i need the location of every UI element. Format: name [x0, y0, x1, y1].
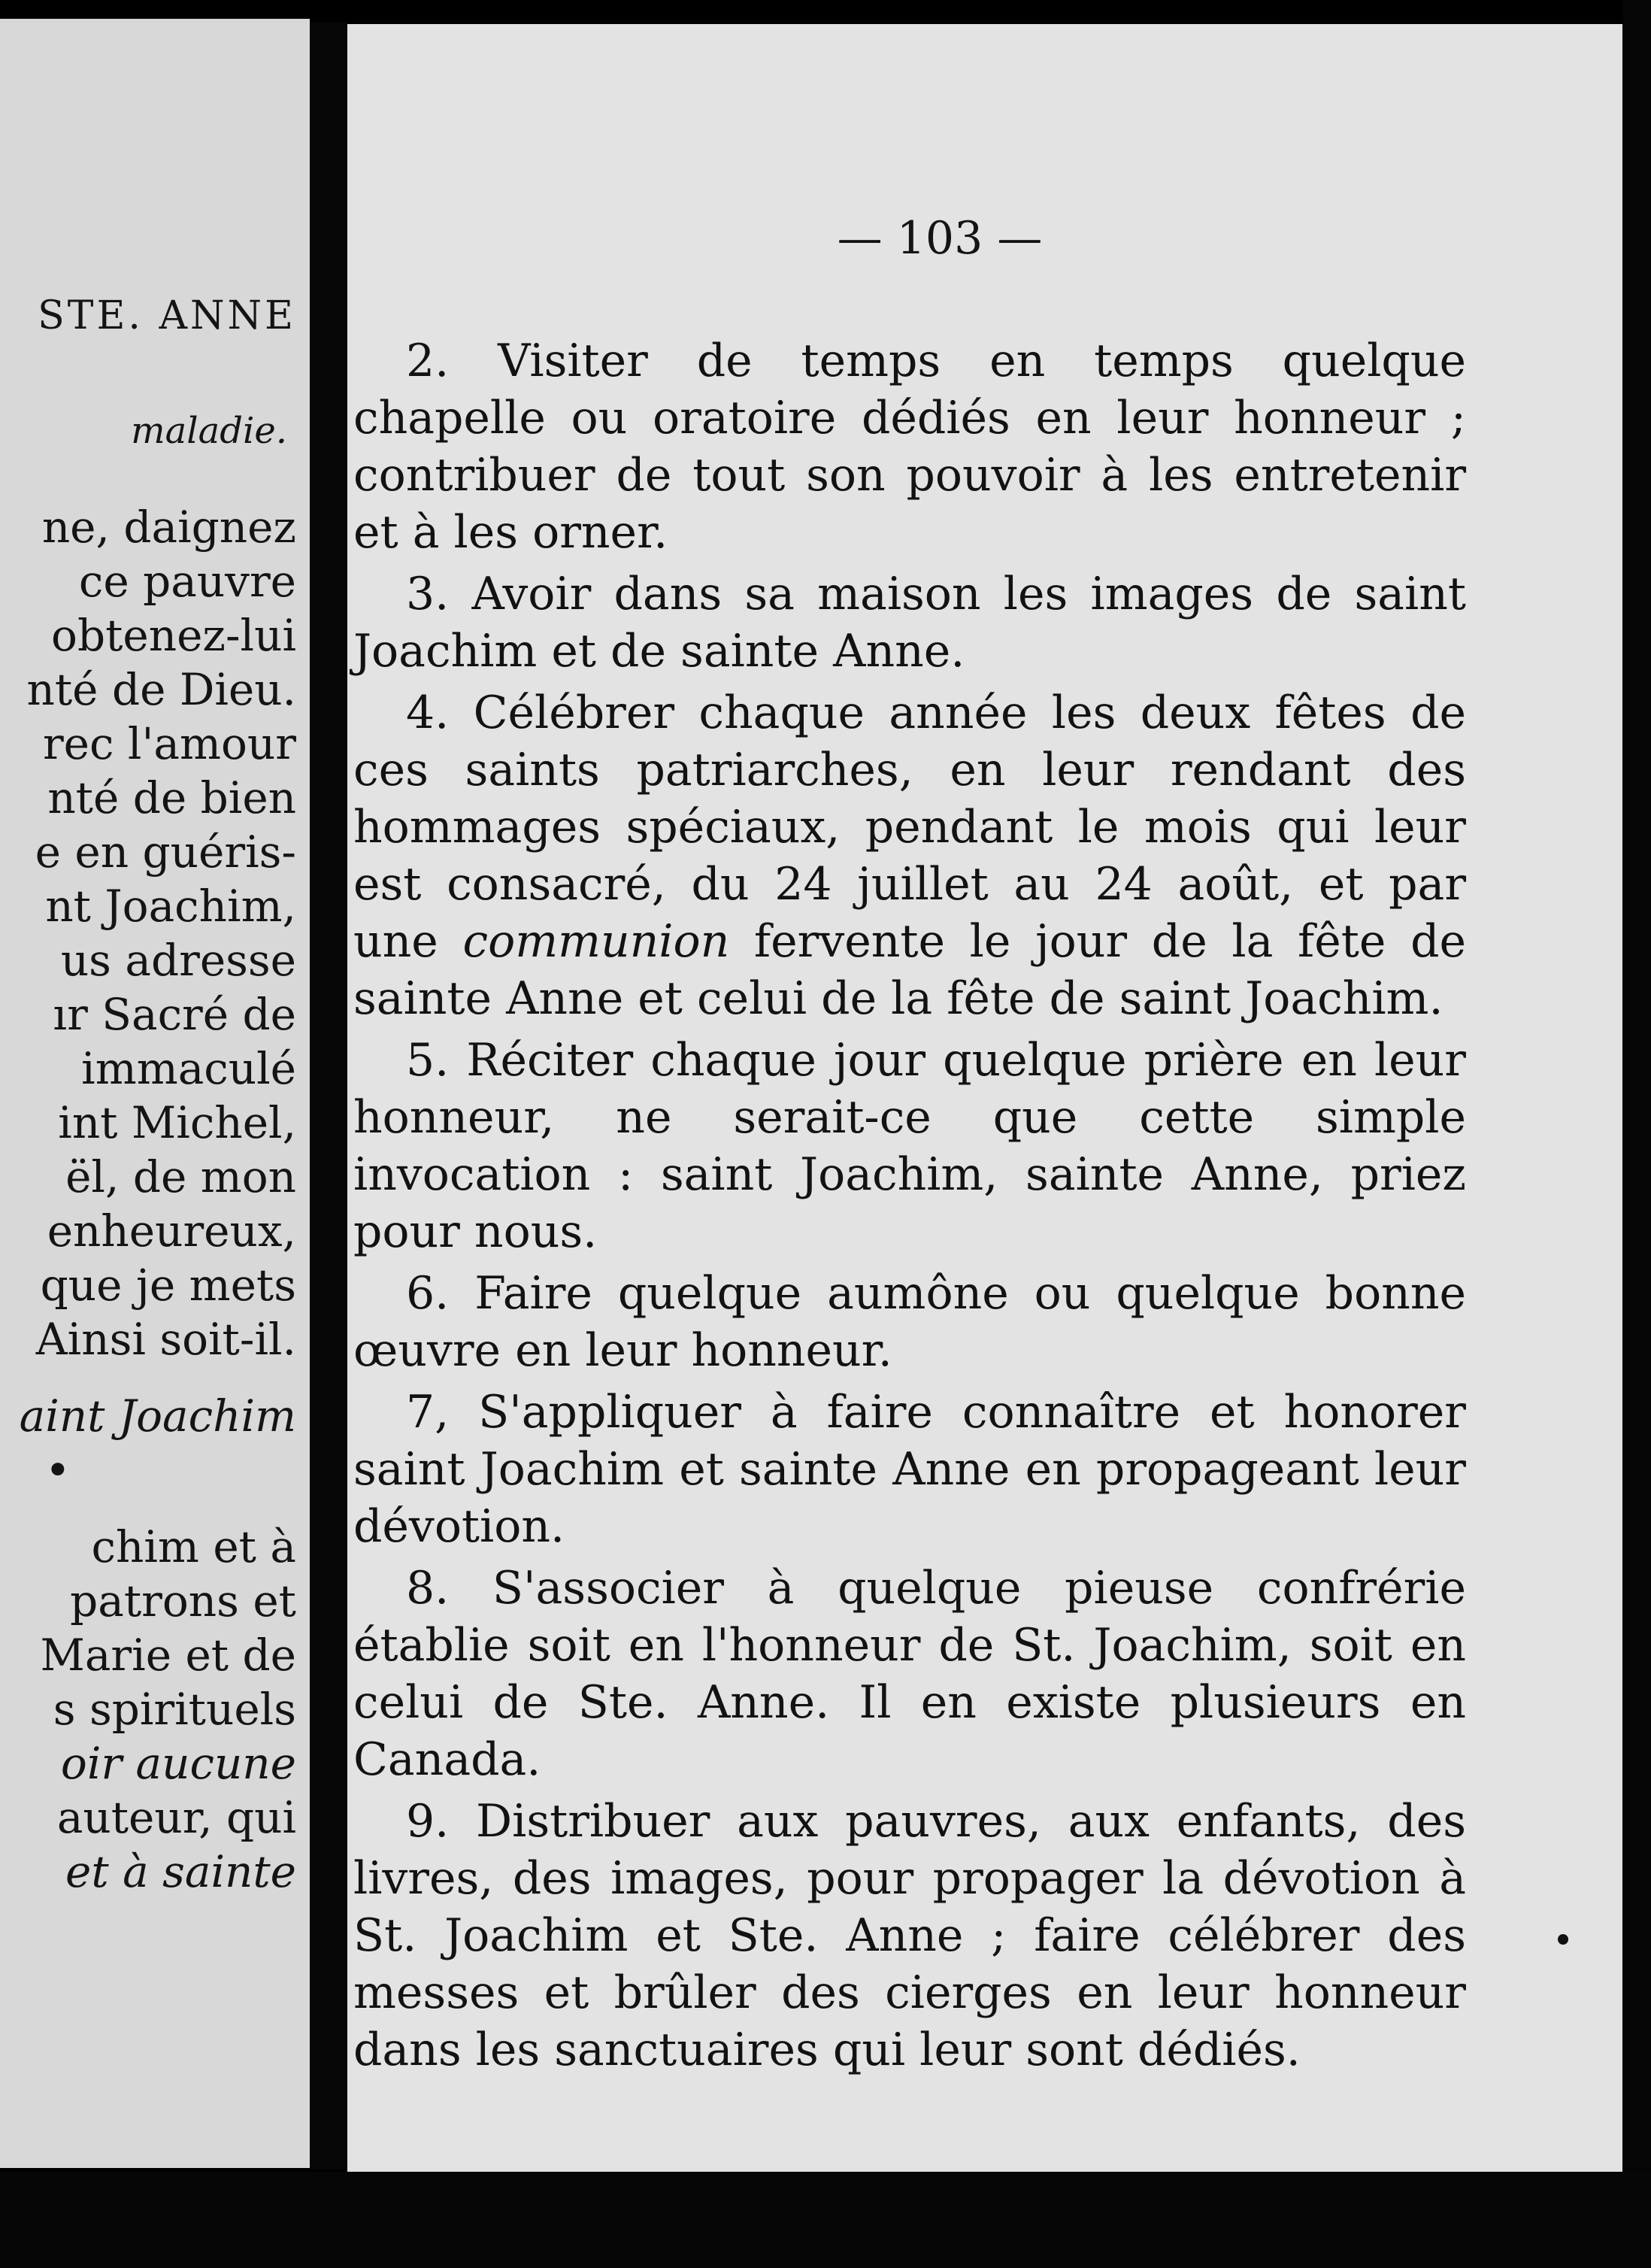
paragraph-text: 4. Célébrer chaque année les deux fêtes de ces saints patriarches, en leur rendant des hommages spéciaux, pendant le mois qui leur est consacré, du 24 juillet au 24 août, et par une	[353, 687, 1466, 968]
left-line: enheureux,	[47, 1205, 296, 1257]
paragraph-item-3: 3. Avoir dans sa maison les images de saint Joachim et de sainte Anne.	[353, 568, 1466, 678]
paragraph-item-8: 8. S'associer à quelque pieuse confrérie établie soit en l'honneur de St. Joachim, soit en celui de Ste. Anne. Il en existe plusieurs en Canada.	[353, 1562, 1466, 1786]
left-line: ce pauvre	[78, 556, 296, 607]
left-line: obtenez-lui	[51, 610, 296, 661]
scan-edge-bottom	[0, 2172, 1651, 2268]
paragraph-text: fervente le jour de la fête de sainte Anne et celui de la fête de saint Joachim.	[353, 915, 1466, 1025]
paragraph-item-5: 5. Réciter chaque jour quelque prière en leur honneur, ne serait-ce que cette simple invocation : saint Joachim, sainte Anne, priez pour nous.	[353, 1034, 1466, 1258]
right-page	[347, 24, 1622, 2173]
left-line: ne, daignez	[41, 502, 296, 553]
left-line: Ainsi soit-il.	[35, 1314, 296, 1365]
left-spacer	[0, 1366, 296, 1389]
left-line: ël, de mon	[65, 1151, 296, 1202]
paragraph-item-9: 9. Distribuer aux pauvres, aux enfants, des livres, des images, pour propager la dévotion à St. Joachim et Ste. Anne ; faire célébrer des messes et brûler des cierges en leur honneur dans les sanctuaires qui leur sont dédiés.	[353, 1795, 1466, 2076]
left-line-text: auteur, qui	[56, 1792, 296, 1843]
left-line: que je mets	[40, 1260, 296, 1311]
paragraph-item-6: 6. Faire quelque aumône ou quelque bonne œuvre en leur honneur.	[353, 1267, 1466, 1377]
left-line: nté de Dieu.	[26, 664, 296, 715]
left-line: chim et à	[91, 1521, 296, 1572]
gutter-rule	[310, 23, 347, 2169]
left-line: Marie et de	[40, 1630, 296, 1681]
left-line: ır Sacré de	[53, 989, 296, 1040]
left-text-block	[0, 500, 296, 1899]
left-line: patrons et	[70, 1575, 296, 1627]
left-line: immaculé	[81, 1043, 296, 1094]
right-text-block	[353, 332, 1466, 2083]
left-line	[0, 1790, 296, 1845]
left-subtitle: maladie.	[131, 410, 287, 452]
left-line: nt Joachim,	[45, 881, 296, 932]
left-line: us adresse	[60, 935, 296, 986]
left-line: int Michel,	[58, 1097, 296, 1148]
left-line: et à sainte	[65, 1846, 296, 1897]
left-page	[0, 19, 310, 2168]
left-line: s spirituels	[53, 1684, 296, 1735]
page-number: — 103 —	[837, 212, 1043, 265]
left-spacer	[0, 1497, 296, 1520]
left-line: nté de bien	[47, 772, 296, 823]
left-line: rec l'amour	[42, 718, 296, 769]
left-line: e en guéris-	[35, 826, 296, 878]
emphasis-communion: communion	[462, 915, 730, 968]
paragraph-item-2: 2. Visiter de temps en temps quelque chapelle ou oratoire dédiés en leur honneur ; contribuer de tout son pouvoir à les entretenir et à les orner.	[353, 335, 1466, 559]
left-running-head: STE. ANNE	[38, 293, 296, 338]
left-bullet: •	[44, 1445, 71, 1496]
paragraph-item-4	[353, 684, 1466, 1027]
scan-edge-right	[1622, 0, 1651, 2268]
paragraph-item-7: 7, S'appliquer à faire connaître et honorer saint Joachim et sainte Anne en propageant leur dévotion.	[353, 1386, 1466, 1553]
left-section-title: aint Joachim	[19, 1390, 296, 1442]
ink-speck	[1558, 1934, 1568, 1945]
left-line: oir aucune	[60, 1738, 296, 1789]
